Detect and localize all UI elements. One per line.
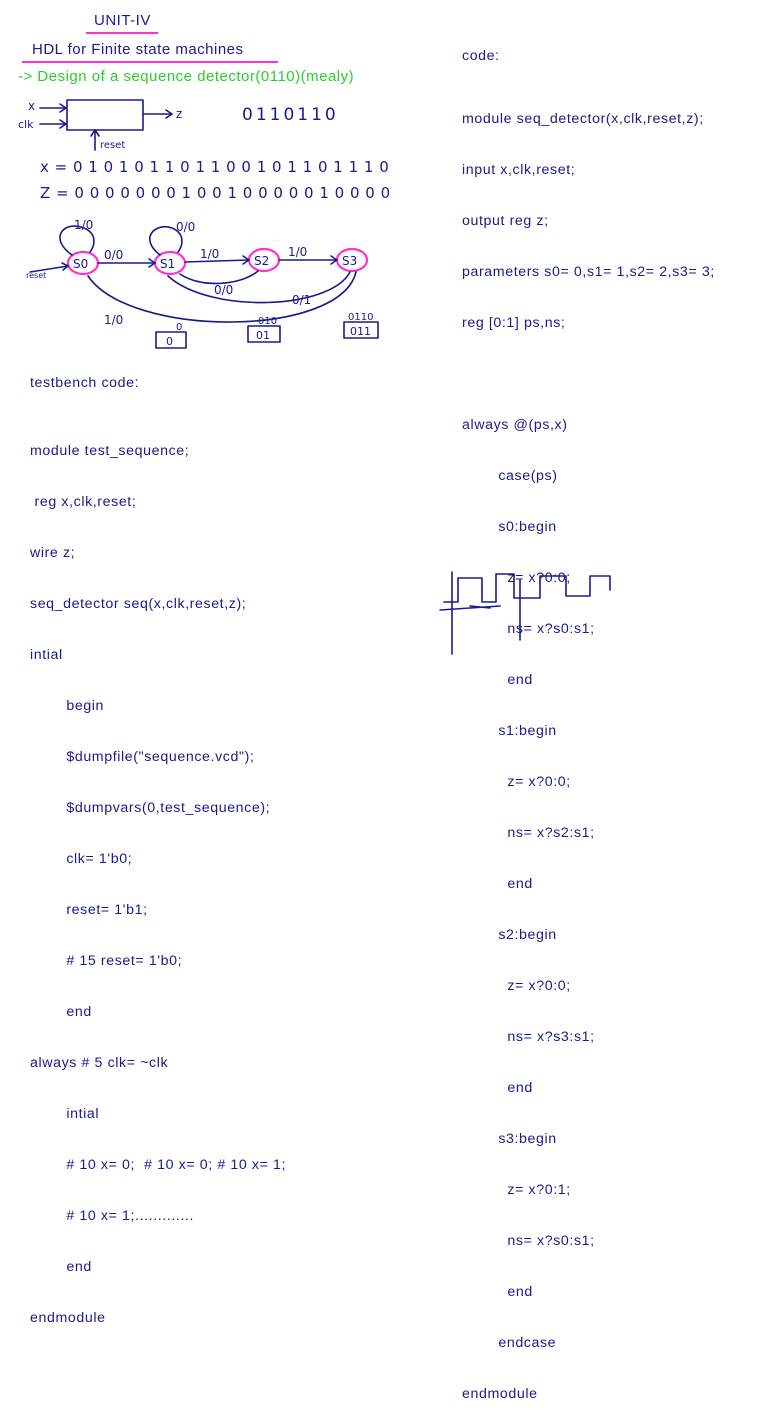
code-line: z= x?0:0; bbox=[462, 570, 571, 586]
code-line: reset= 1'b1; bbox=[30, 902, 148, 918]
code-line: always # 5 clk= ~clk bbox=[30, 1055, 169, 1071]
block-diagram bbox=[18, 99, 182, 151]
code-line: s2:begin bbox=[462, 927, 557, 943]
state-s3-label: S3 bbox=[342, 254, 358, 268]
state-code-s2: 011 bbox=[350, 325, 371, 338]
section-title: HDL for Finite state machines bbox=[32, 41, 244, 58]
code-line: module test_sequence; bbox=[30, 443, 190, 459]
code-line: ns= x?s3:s1; bbox=[462, 1029, 595, 1045]
unit-title-underline bbox=[86, 32, 158, 34]
design-heading: -> Design of a sequence detector(0110)(mealy) bbox=[18, 68, 355, 85]
state-code-s1: 01 bbox=[256, 329, 270, 342]
section-title-underline bbox=[22, 61, 278, 63]
code-line: $dumpfile("sequence.vcd"); bbox=[30, 749, 255, 765]
code-line: wire z; bbox=[30, 545, 76, 561]
code-line: clk= 1'b0; bbox=[30, 851, 133, 867]
testbench-heading: testbench code: bbox=[30, 375, 140, 391]
code-line: s3:begin bbox=[462, 1131, 557, 1147]
code-line: z= x?0:0; bbox=[462, 978, 571, 994]
transition-s0-s1: 0/0 bbox=[104, 248, 124, 262]
code-line: always @(ps,x) bbox=[462, 417, 568, 433]
code-line: parameters s0= 0,s1= 1,s2= 2,s3= 3; bbox=[462, 264, 715, 280]
state-s1-label: S1 bbox=[160, 257, 176, 271]
transition-s3-s0: 1/0 bbox=[104, 313, 124, 327]
code-line: ns= x?s0:s1; bbox=[462, 621, 595, 637]
code-line: intial bbox=[30, 647, 63, 663]
reset-arrow-label: reset bbox=[26, 271, 47, 280]
transition-s1-self: 0/0 bbox=[176, 220, 196, 234]
module-code bbox=[462, 77, 715, 1420]
code-line: endcase bbox=[462, 1335, 557, 1351]
unit-title: UNIT-IV bbox=[94, 12, 151, 29]
transition-s3-s1: 0/1 bbox=[292, 293, 312, 307]
code-line: z= x?0:1; bbox=[462, 1182, 571, 1198]
output-z-label: z bbox=[176, 107, 183, 121]
code-annotation-0: 0 bbox=[176, 322, 183, 333]
code-line: s1:begin bbox=[462, 723, 557, 739]
code-line: # 10 x= 0; # 10 x= 0; # 10 x= 1; bbox=[30, 1157, 287, 1173]
code-line: intial bbox=[30, 1106, 100, 1122]
code-line: endmodule bbox=[30, 1310, 106, 1326]
code-line: case(ps) bbox=[462, 468, 558, 484]
module-code-heading: code: bbox=[462, 48, 500, 64]
code-line: end bbox=[462, 876, 533, 892]
code-line bbox=[462, 366, 715, 383]
code-line: end bbox=[30, 1004, 92, 1020]
transition-s2-s1: 0/0 bbox=[214, 283, 234, 297]
state-s2-label: S2 bbox=[254, 254, 270, 268]
code-annotation-0110: 0110 bbox=[348, 312, 374, 323]
transition-s2-s3: 1/0 bbox=[288, 245, 308, 259]
code-line: input x,clk,reset; bbox=[462, 162, 576, 178]
code-line: end bbox=[462, 672, 533, 688]
code-line: # 10 x= 1;............. bbox=[30, 1208, 195, 1224]
code-line: $dumpvars(0,test_sequence); bbox=[30, 800, 271, 816]
state-code-s0: 0 bbox=[166, 335, 173, 348]
code-line: seq_detector seq(x,clk,reset,z); bbox=[30, 596, 247, 612]
code-line: ns= x?s2:s1; bbox=[462, 825, 595, 841]
code-annotation-010: 010 bbox=[258, 316, 278, 327]
code-line: z= x?0:0; bbox=[462, 774, 571, 790]
state-s0-label: S0 bbox=[73, 257, 89, 271]
clock-waveform-sketch bbox=[430, 562, 630, 662]
code-line: end bbox=[30, 1259, 92, 1275]
testbench-code bbox=[30, 409, 286, 1344]
input-x-label: x bbox=[28, 99, 36, 113]
code-line: output reg z; bbox=[462, 213, 549, 229]
code-line: module seq_detector(x,clk,reset,z); bbox=[462, 111, 704, 127]
input-clk-label: clk bbox=[18, 118, 34, 131]
state-code-boxes bbox=[156, 312, 378, 348]
code-line: begin bbox=[30, 698, 105, 714]
code-line: s0:begin bbox=[462, 519, 557, 535]
reset-label: reset bbox=[100, 140, 126, 151]
code-line: reg x,clk,reset; bbox=[30, 494, 137, 510]
code-line: # 15 reset= 1'b0; bbox=[30, 953, 183, 969]
transition-s1-s2: 1/0 bbox=[200, 247, 220, 261]
transition-s0-self: 1/0 bbox=[74, 218, 94, 232]
code-line: endmodule bbox=[462, 1386, 538, 1402]
code-line: end bbox=[462, 1080, 533, 1096]
z-output-sequence: Z = 0 0 0 0 0 0 0 1 0 0 1 0 0 0 0 0 1 0 0 0 0 bbox=[40, 184, 391, 202]
state-diagram bbox=[0, 88, 440, 358]
target-sequence: 0110110 bbox=[242, 105, 339, 125]
code-line: reg [0:1] ps,ns; bbox=[462, 315, 566, 331]
code-line: end bbox=[462, 1284, 533, 1300]
x-input-sequence: x = 0 1 0 1 0 1 1 0 1 1 0 0 1 0 1 1 0 1 1 1 0 bbox=[40, 158, 390, 176]
code-line: ns= x?s0:s1; bbox=[462, 1233, 595, 1249]
